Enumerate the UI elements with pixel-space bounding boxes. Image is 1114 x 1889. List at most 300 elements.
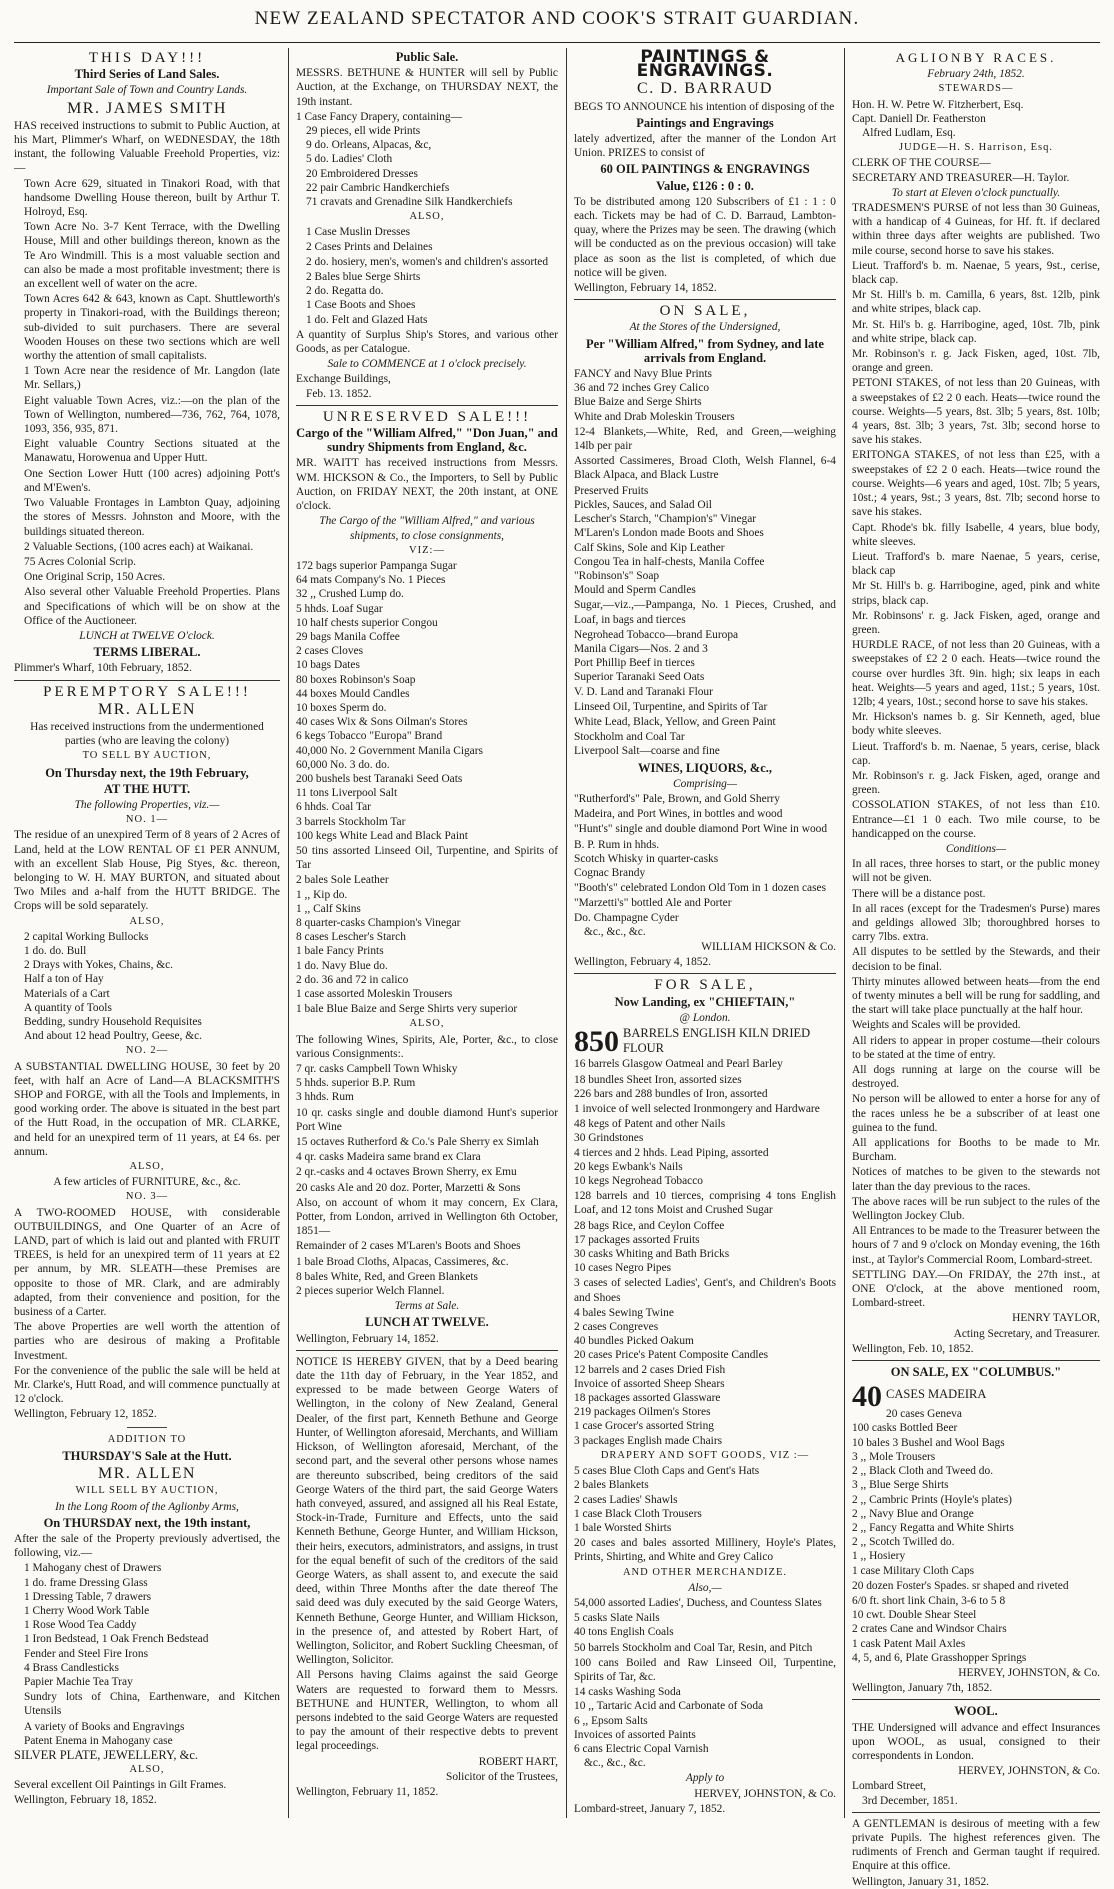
auctioneer-name: MR. ALLEN [98, 1465, 196, 1483]
race-entry: Mr. Robinson's r. g. Jack Fisken, aged, orange and green. [852, 769, 1100, 797]
ad-italic: Conditions— [945, 842, 1007, 855]
ad-line: 48 kegs of Patent and other Nails [574, 1118, 726, 1131]
ad-line: 4, 5, and 6, Plate Grasshopper Springs [852, 1651, 1027, 1664]
ad-line: 20 Embroidered Dresses [306, 167, 418, 180]
ad-line: 1 do. Navy Blue do. [296, 959, 388, 972]
race-entry: Mr St. Hill's b. g. Harribogine, aged, pink and white strips, black cap. [852, 580, 1100, 607]
sale-place: AT THE HUTT. [103, 781, 191, 796]
ad-date: February 24th, 1852. [927, 68, 1025, 81]
ad-line: 1 do. do. Bull [24, 944, 87, 957]
ad-line: 30 Grindstones [574, 1132, 644, 1145]
ad-line: 10 kegs Negrohead Tobacco [574, 1175, 703, 1188]
ad-header: THURSDAY'S Sale at the Hutt. [62, 1448, 232, 1463]
ad-line: FANCY and Navy Blue Prints [574, 368, 712, 381]
ad-divider [296, 405, 558, 406]
ad-line: 1 case assorted Moleskin Trousers [296, 988, 453, 1000]
prize-value: Value, £126 : 0 : 0. [656, 178, 754, 193]
ad-line: 3 barrels Stockholm Tar [296, 815, 406, 828]
signature: HERVEY, JOHNSTON, & Co. [694, 1787, 836, 1800]
lead-text: CASES MADEIRA [886, 1387, 987, 1402]
ad-line: 9 do. Orleans, Alpacas, &c, [306, 139, 432, 152]
ad-line: 1 bale Broad Cloths, Alpacas, Cassimeres, &c. [296, 1255, 509, 1268]
condition-line: Thirty minutes allowed between heats—from the end of twenty minutes a bell will be rung for saddling, and the start will take place punctually at the half hour. [852, 975, 1100, 1017]
ad-line: Half a ton of Hay [24, 973, 104, 986]
ad-line: Manila Cigars—Nos. 2 and 3 [574, 642, 708, 655]
ad-line: 1 do. frame Dressing Glass [24, 1576, 148, 1589]
ad-line: Preserved Fruits [574, 484, 649, 497]
ad-line: 1 Dressing Table, 7 drawers [24, 1590, 152, 1603]
aglionby-races-ad [852, 51, 1100, 1356]
signature: HERVEY, JOHNSTON, & Co. [958, 1765, 1100, 1778]
lot-body: A TWO-ROOMED HOUSE, with considerable OUTBUILDINGS, and One Quarter of an Acre of LAND, part of which is laid out and planted with FRUIT TREES, is held for an unexpired term of 11 years at £2 per annum, by MR. SLEATH—these Premises are opposite to those of MR. Clark, and are admirably adapted, from their convenience and position, for the business of a Carter. [14, 1206, 280, 1319]
ad-line: 44 boxes Mould Candles [296, 687, 410, 700]
ad-line: Eight valuable Country Sections situated at the Manawatu, Horowenua and Upper Hutt. [24, 438, 280, 465]
ad-italic: Apply to [685, 1772, 725, 1785]
ad-line: 20 cases and bales assorted Millinery, Hoyle's Plates, Prints, Shirting, and White and Grey Calico [574, 1537, 836, 1564]
ad-line: 1 do. Felt and Glazed Hats [306, 313, 428, 326]
ad-caps: VIZ:— [409, 544, 445, 556]
terms-notice: Terms at Sale. [394, 1300, 460, 1313]
ad-line: 1 Rose Wood Tea Caddy [24, 1619, 137, 1632]
ad-body: The following Wines, Spirits, Ale, Porter, &c., to close various Consignments:. [296, 1033, 558, 1060]
ad-line: 32 ,, Crushed Lump do. [296, 588, 404, 601]
ad-header: ON SALE, EX "COLUMBUS." [890, 1365, 1062, 1380]
ad-line: Also several other Valuable Freehold Properties. Plans and Specifications of which will be on show at the Office of the Auctioneer. [24, 586, 280, 627]
ad-body: Also, on account of whom it may concern, Ex Clara, Potter, from London, arrived in Wellington 6th October, 1851— [296, 1196, 558, 1238]
condition-line: There will be a distance post. [852, 887, 986, 900]
ad-caps: AND OTHER MERCHANDIZE. [622, 1566, 788, 1578]
column-divider [288, 48, 289, 1818]
ad-line: 6 ,, Epsom Salts [574, 1714, 648, 1727]
sale-date: On THURSDAY next, the 19th instant, [43, 1515, 251, 1530]
ad-line: 40,000 No. 2 Government Manila Cigars [296, 744, 483, 757]
ad-caps: ALSO, [129, 1161, 165, 1173]
condition-line: No person will be allowed to enter a horse for any of the races unless he be a subscriber of at least one guinea to the fund. [852, 1093, 1100, 1134]
ad-line: 6/0 ft. short link Chain, 3-6 to 5 8 [852, 1594, 1006, 1607]
ad-line: Town Acre No. 3-7 Kent Terrace, with the Dwelling House, Mill and other buildings thereon, known as the Te Aro Windmill. This is a most valuable section and can also be made a most profitable investment; there is an excellent well of water on the acre. [24, 221, 280, 291]
race-body: PETONI STAKES, of not less than 20 Guineas, with a sweepstakes of £2 2 0 each. Heats—twice round the course. Weights—5 years, 8st. 3lb; 5 years, 8st. 10lb; 4 years, 8st. 3lb; 3 years, 7st. 3lb; second horse to save his stakes. [852, 377, 1100, 447]
on-sale-stores-ad [574, 304, 836, 969]
lead-item [574, 1026, 836, 1056]
ad-header: WOOL. [954, 1704, 998, 1719]
legal-notice-ad [296, 1355, 558, 1799]
ad-caps: CLERK OF THE COURSE— [852, 157, 991, 170]
condition-line: All dogs running at large on the course will be destroyed. [852, 1064, 1100, 1091]
ad-header: ON SALE, [659, 303, 751, 320]
ad-line: 3 ,, Blue Serge Shirts [852, 1479, 949, 1492]
ad-body: THE Undersigned will advance and effect Insurances upon WOOL, as usual, consigned to their correspondents in London. [852, 1721, 1100, 1762]
column-3 [574, 48, 836, 1818]
ad-signoff: Feb. 13. 1852. [306, 387, 372, 400]
ad-subhead: WINES, LIQUORS, &c., [637, 760, 773, 775]
ad-italic: Sale to COMMENCE at 1 o'clock precisely. [327, 358, 527, 371]
ad-line: 50 barrels Stockholm and Coal Tar, Resin, and Pitch [574, 1641, 813, 1654]
ad-line: Lescher's Starch, "Champion's" Vinegar [574, 513, 757, 526]
ad-line: Cognac Brandy [574, 866, 646, 879]
ad-caps: DRAPERY AND SOFT GOODS, VIZ :— [600, 1449, 810, 1461]
ad-line: 10 cases Negro Pipes [574, 1262, 672, 1275]
ad-line: "Hunt's" single and double diamond Port Wine in wood [574, 823, 828, 836]
ad-line: 100 casks Bottled Beer [852, 1422, 958, 1435]
race-entry: Lieut. Trafford's b. m. Naenae, 5 years, cerise, black cap. [852, 740, 1100, 767]
ad-subhead: Now Landing, ex "CHIEFTAIN," [614, 994, 796, 1009]
ad-line: 36 and 72 inches Grey Calico [574, 382, 710, 395]
ad-line: 8 cases Lescher's Starch [296, 931, 406, 944]
ad-line: 28 bags Rice, and Ceylon Coffee [574, 1219, 725, 1232]
ad-line: 2 capital Working Bullocks [24, 930, 149, 943]
signature: HENRY TAYLOR, [1012, 1312, 1100, 1325]
ad-line: Liverpool Salt—coarse and fine [574, 745, 720, 758]
ad-header: FOR SALE, [654, 977, 756, 994]
ad-line: 1 bale Blue Baize and Serge Shirts very superior [296, 1003, 518, 1016]
ad-signoff: Wellington, February 14, 1852. [296, 1332, 439, 1345]
ad-header: PAINTINGS & ENGRAVINGS. [636, 47, 774, 82]
ad-line: Calf Skins, Sole and Kip Leather [574, 541, 725, 554]
ad-line: 3 packages English made Chairs [574, 1434, 723, 1447]
ad-line: White Lead, Black, Yellow, and Green Paint [574, 715, 776, 728]
ad-line: 1 ,, Kip do. [296, 888, 348, 901]
unreserved-sale-ad [296, 410, 558, 1346]
ad-line: 8 bales White, Red, and Green Blankets [296, 1270, 478, 1283]
ad-divider [14, 680, 280, 681]
ad-line: 3 cases of selected Ladies', Gent's, and Children's Boots and Shoes [574, 1277, 836, 1304]
condition-line: Notices of matches to be given to the stewards not later than the day previous to the races. [852, 1166, 1100, 1193]
ad-italic: Comprising— [673, 777, 737, 790]
ad-line: 4 qr. casks Madeira same brand ex Clara [296, 1151, 481, 1164]
condition-line: All applications for Booths to be made to Mr. Burcham. [852, 1137, 1100, 1164]
race-body: HURDLE RACE, of not less than 20 Guineas, with a sweepstakes of £2 2 0 each. Heats—twice round the course over hurdles 3ft. 9in. high; six leaps in each heat. Weights—5 years and aged, 11st.; 5 years, 10st. 12lb; 4 years, 10st.; second horse to save his stakes. [852, 639, 1100, 708]
ad-line: 4 tierces and 2 hhds. Lead Piping, assorted [574, 1146, 769, 1159]
ad-divider [296, 1350, 558, 1351]
ad-line: 2 bales Blankets [574, 1479, 649, 1492]
ad-body: For the convenience of the public the sale will be held at Mr. Clarke's, Hutt Road, and will commence punctually at 12 o'clock. [14, 1364, 280, 1406]
ad-body: Remainder of 2 cases M'Laren's Boots and Shoes [296, 1240, 521, 1253]
ad-line: 11 tons Liverpool Salt [296, 787, 398, 800]
ad-line: One Section Lower Hutt (100 acres) adjoining Pott's and M'Ewen's. [24, 467, 280, 494]
ad-line: Sundry lots of China, Earthenware, and Kitchen Utensils [24, 1691, 280, 1718]
ad-body: MR. WAITT has received instructions from Messrs. WM. HICKSON & Co., the Importers, to Sell by Public Auction, on FRIDAY NEXT, the 20th instant, at ONE o'clock. [296, 457, 558, 513]
signature: Solicitor of the Trustees, [445, 1770, 558, 1783]
ad-line: "Marzetti's" bottled Ale and Porter [574, 897, 732, 910]
ad-line: &c., &c., &c. [584, 925, 646, 938]
ad-line: 2 cases Congreves [574, 1321, 659, 1334]
ad-subhead: Cargo of the "William Alfred," "Don Juan," and sundry Shipments from England, &c. [296, 426, 558, 455]
hutt-sale-addition-ad [14, 1433, 280, 1807]
condition-line: In all races, three horses to start, or the public money will not be given. [852, 858, 1100, 885]
ad-line: B. P. Rum in hhds. [574, 838, 660, 851]
ad-line: 40 tons English Coals [574, 1626, 674, 1639]
ad-caps: ALSO, [409, 211, 445, 223]
ad-line: 2 do. hosiery, men's, women's and children's assorted [306, 255, 549, 268]
ad-line: SILVER PLATE, JEWELLERY, &c. [14, 1747, 199, 1762]
ad-line: 16 barrels Glasgow Oatmeal and Pearl Barley [574, 1058, 783, 1071]
ad-line: 20 cases Geneva [886, 1408, 962, 1421]
ad-line: 1 ,, Hosiery [852, 1550, 906, 1563]
ad-signoff: Wellington, February 12, 1852. [14, 1408, 157, 1421]
ad-line: 6 cans Electric Copal Varnish [574, 1742, 709, 1755]
ad-line: 12 barrels and 2 cases Dried Fish [574, 1363, 726, 1376]
ad-line: 75 Acres Colonial Scrip. [24, 555, 136, 568]
ad-body: To be distributed among 120 Subscribers of £1 : 1 : 0 each. Tickets may be had of C. D. Barraud, Lambton-quay, where the Prizes may be seen. The drawing (which will be conducted as on the previous occasion) will take place as soon as the list is completed, of which due notice will be given. [574, 195, 836, 279]
ad-line: 64 mats Company's No. 1 Pieces [296, 574, 446, 587]
race-entry: Lieut. Trafford's b. m. Naenae, 5 years, 9st., cerise, black cap. [852, 259, 1100, 287]
ad-caps: ADDITION TO [107, 1433, 187, 1445]
ad-line: 10 ,, Tartaric Acid and Carbonate of Soda [574, 1700, 764, 1713]
ad-line: Congou Tea in half-chests, Manila Coffee [574, 555, 765, 568]
ad-caps: STEWARDS— [938, 83, 1014, 95]
ad-line: 100 kegs White Lead and Black Paint [296, 829, 468, 842]
ad-body: All Persons having Claims against the said George Waters are requested to forward them to Messrs. BETHUNE and HUNTER, Wellington, to whom all persons indebted to the said George Waters are requested to pay the amount of their respective debts to prevent legal proceedings. [296, 1669, 558, 1753]
ad-divider [127, 1427, 167, 1428]
race-entry: Lieut. Trafford's b. mare Naenae, 5 years, cerise, black cap [852, 550, 1100, 578]
ad-caps: ALSO, [409, 1018, 445, 1030]
ad-line: Stockholm and Coal Tar [574, 731, 685, 744]
ad-italic: @ London. [679, 1011, 731, 1024]
top-rule [14, 42, 1100, 43]
ad-line: Invoices of assorted Paints [574, 1728, 696, 1741]
ad-line: 1 bale Worsted Shirts [574, 1521, 672, 1534]
column-2 [296, 48, 558, 1818]
ad-line: 226 bars and 288 bundles of Iron, assorted [574, 1087, 768, 1100]
ad-line: 200 bushels best Taranaki Seed Oats [296, 772, 463, 785]
public-sale-ad [296, 50, 558, 401]
ad-line: 20 casks Ale and 20 doz. Porter, Marzetti & Sons [296, 1181, 521, 1194]
ad-signoff: Exchange Buildings, [296, 373, 391, 386]
ad-line: 1 ,, Calf Skins [296, 902, 361, 915]
ad-line: Port Phillip Beef in tierces [574, 657, 695, 670]
for-sale-chieftain-ad [574, 978, 836, 1816]
ad-line: 2 ,, Navy Blue and Orange [852, 1507, 974, 1520]
column-divider [566, 48, 567, 1818]
ad-body: The above Properties are well worth the attention of parties who are desirous of making a Profitable Investment. [14, 1321, 280, 1362]
ad-subhead: Paintings and Engravings [636, 115, 774, 130]
ad-line: 20 dozen Foster's Spades. sr shaped and riveted [852, 1579, 1069, 1592]
ad-body: A GENTLEMAN is desirous of meeting with a few private Pupils. The highest references given. The rudiments of French and German taught if required. Enquire at this office. [852, 1817, 1100, 1873]
ad-line: Pickles, Sauces, and Salad Oil [574, 498, 712, 511]
ad-line: 5 casks Slate Nails [574, 1612, 660, 1625]
ad-caps: ALSO, [129, 1764, 165, 1776]
ad-caps: JUDGE—H. S. Harrison, Esq. [898, 142, 1054, 154]
ad-line: 2 qr.-casks and 4 octaves Brown Sherry, ex Emu [296, 1166, 517, 1179]
ad-body: MESSRS. BETHUNE & HUNTER will sell by Public Auction, at the Exchange, on THURSDAY NEXT, the 19th instant. [296, 67, 558, 108]
ad-line: 5 cases Blue Cloth Caps and Gent's Hats [574, 1465, 760, 1478]
ad-line: Capt. Daniell Dr. Featherston [852, 112, 986, 125]
ad-line: 10 qr. casks single and double diamond Hunt's superior Port Wine [296, 1106, 558, 1133]
ad-line: Do. Champagne Cyder [574, 911, 679, 924]
race-entry: Mr. St. Hil's b. g. Harribogine, aged, 10st. 7lb, pink and white stripe, black cap. [852, 318, 1100, 345]
ad-signoff: Wellington, February 14, 1852. [574, 282, 717, 295]
ad-line: Negrohead Tobacco—brand Europa [574, 628, 739, 641]
ad-line: 29 bags Manila Coffee [296, 630, 400, 643]
condition-line: All Entrances to be made to the Treasurer between the hours of 7 and 9 o'clock on Monday evening, the 16th inst., at Taylor's Commercial Room, Lombard-street. [852, 1225, 1100, 1266]
ad-line: 8 quarter-casks Champion's Vinegar [296, 916, 461, 929]
ad-divider [852, 1360, 1100, 1361]
race-entry: Mr. Robinson's r. g. Jack Fisken, aged, 10st. 7lb, orange and green. [852, 348, 1100, 375]
ad-line: 2 Valuable Sections, (100 acres each) at Waikanai. [24, 540, 254, 553]
ad-line: 1 Mahogany chest of Drawers [24, 1562, 162, 1575]
ad-header: THIS DAY!!! [88, 50, 206, 66]
ad-caps: WILL SELL BY AUCTION, [75, 1485, 219, 1497]
ad-line: 7 qr. casks Campbell Town Whisky [296, 1063, 458, 1076]
ad-line: 2 ,, Cambric Prints (Hoyle's plates) [852, 1493, 1012, 1506]
ad-header: PEREMPTORY SALE!!! [43, 683, 251, 700]
signature: ROBERT HART, [478, 1755, 558, 1768]
land-sales-ad [14, 51, 280, 676]
ad-divider [574, 299, 836, 300]
ad-line: Two Valuable Frontages in Lambton Quay, adjoining the stores of Messrs. Johnston and Moore, with the buildings situated thereon. [24, 497, 280, 538]
ad-italic: Also,— [688, 1581, 722, 1594]
ad-line: 40 bundles Picked Oakum [574, 1335, 694, 1348]
ad-line: 15 octaves Rutherford & Co.'s Pale Sherry ex Simlah [296, 1136, 539, 1149]
ad-signoff: Wellington, January 7th, 1852. [852, 1682, 993, 1695]
ad-italic: The following Properties, viz.— [74, 798, 220, 811]
ad-line: 18 packages assorted Glassware [574, 1392, 721, 1405]
advertiser-name: C. D. BARRAUD [637, 80, 773, 98]
ad-line: 12-4 Blankets,—White, Red, and Green,—weighing 14lb per pair [574, 425, 836, 453]
ad-caps: SECRETARY AND TREASURER—H. Taylor. [852, 171, 1070, 184]
ad-line: 100 cans Boiled and Raw Linseed Oil, Turpentine, Spirits of Tar, &c. [574, 1656, 836, 1683]
ad-line: And about 12 head Poultry, Geese, &c. [24, 1030, 202, 1043]
ad-line: Patent Enema in Mahogany case [24, 1734, 173, 1747]
ad-body: Has received instructions from the undermentioned parties (who are leaving the colony) [30, 720, 264, 748]
ad-line: 22 pair Cambric Handkerchiefs [306, 181, 450, 194]
ad-line: 29 pieces, ell wide Prints [306, 125, 421, 138]
ad-line: 2 bales Sole Leather [296, 874, 389, 887]
ad-line: 30 casks Whiting and Bath Bricks [574, 1248, 730, 1261]
ad-line: &c., &c., &c. [584, 1757, 646, 1770]
ad-caps: TO SELL BY AUCTION, [82, 750, 212, 762]
ad-line: 3 ,, Mole Trousers [852, 1450, 936, 1463]
ad-line: Alfred Ludlam, Esq. [862, 127, 956, 140]
ad-line: One Original Scrip, 150 Acres. [24, 571, 166, 584]
ad-line: Invoice of assorted Sheep Shears [574, 1377, 725, 1390]
ad-line: 1 Case Muslin Dresses [306, 226, 411, 239]
ad-subhead: Third Series of Land Sales. [74, 67, 220, 82]
race-body: ERITONGA STAKES, of not less than £25, with a sweepstakes of £2 2 0 each. Heats—twice round the course. Weights—6 years and aged, 10st. 7lb; 5 years, 10st.; 4 years, 9st.; 3 years, 8st. 7lb; second horse to save his stakes. [852, 449, 1100, 519]
ad-divider [574, 973, 836, 974]
ad-body: After the sale of the Property previously advertised, the following, viz.— [14, 1532, 280, 1560]
ad-line: 10 boxes Sperm do. [296, 701, 387, 714]
ad-signoff: Plimmer's Wharf, 10th February, 1852. [14, 662, 192, 675]
ad-line: White and Drab Moleskin Trousers [574, 410, 735, 423]
ad-signoff: Lombard-street, January 7, 1852. [574, 1802, 726, 1815]
ad-body: BEGS TO ANNOUNCE his intention of disposing of the [574, 100, 835, 113]
ad-address: 3rd December, 1851. [862, 1794, 958, 1807]
ad-line: Sugar,—viz.,—Pampanga, No. 1 Pieces, Crushed, and Loaf, in bags and tierces [574, 599, 836, 626]
ad-line: 128 barrels and 10 tierces, comprising 4 tons English Loaf, and 12 tons Moist and Crushed Sugar [574, 1190, 836, 1217]
ad-header: AGLIONBY RACES. [895, 50, 1057, 65]
ad-line: Bedding, sundry Household Requisites [24, 1016, 202, 1028]
ad-line: Several excellent Oil Paintings in Gilt Frames. [14, 1779, 227, 1792]
ad-line: 80 boxes Robinson's Soap [296, 673, 416, 686]
ad-line: Madeira, and Port Wines, in bottles and wood [574, 808, 783, 821]
ad-line: 2 ,, Scotch Twilled do. [852, 1536, 955, 1549]
lead-item [852, 1380, 1100, 1414]
ad-line: 2 cases Cloves [296, 645, 364, 658]
signature: Acting Secretary, and Treasurer. [953, 1327, 1100, 1340]
lot-body: A SUBSTANTIAL DWELLING HOUSE, 30 feet by 20 feet, with half an Acre of Land—A BLACKSMITH'S SHOP and FORGE, with all the Tools and Implements, in good working order. The above is situated in the best part of the Hutt Road, in the occupation of MR. CLARKE, and held for an unexpired term of 11 years, at £4 6s. per annum. [14, 1060, 280, 1158]
ad-line: 2 Cases Prints and Delaines [306, 240, 433, 253]
ad-line: Superior Taranaki Seed Oats [574, 671, 705, 684]
ad-line: 4 Brass Candlesticks [24, 1661, 119, 1674]
column-divider [844, 48, 845, 1818]
ad-line: 60,000 No. 3 do. do. [296, 758, 390, 771]
settling-day: SETTLING DAY.—On FRIDAY, the 27th inst., at ONE O'clock, at the above mentioned room, Lombard-street. [852, 1268, 1100, 1310]
ad-line: 1 bale Fancy Prints [296, 945, 384, 958]
sale-date: On Thursday next, the 19th February, [45, 765, 249, 780]
ad-line: 2 cases Ladies' Shawls [574, 1493, 678, 1506]
auctioneer-name: MR. ALLEN [98, 700, 196, 718]
ad-line: 5 do. Ladies' Cloth [306, 153, 393, 166]
race-entry: Mr St. Hill's b. m. Camilla, 6 years, 8st. 12lb, pink and white stripes, black cap. [852, 289, 1100, 316]
ad-line: Scotch Whisky in quarter-casks [574, 852, 719, 865]
ad-line: 219 packages Oilmen's Stores [574, 1406, 711, 1419]
condition-line: All riders to appear in proper costume—their colours to be stated at the time of entry. [852, 1034, 1100, 1061]
ad-line: Mould and Sperm Candles [574, 584, 696, 597]
ad-italic: The Cargo of the "William Alfred," and various shipments, to close consignments, [319, 515, 535, 542]
ad-line: 10 bags Dates [296, 659, 360, 672]
ad-line: 1 cask Patent Mail Axles [852, 1637, 966, 1650]
ad-line: 10 half chests superior Congou [296, 616, 438, 629]
ad-italic: At the Stores of the Undersigned, [629, 321, 781, 334]
auctioneer-name: MR. JAMES SMITH [67, 99, 227, 117]
ad-line: 2 pieces superior Welch Flannel. [296, 1285, 445, 1298]
race-body: COSSOLATION STAKES, of not less than £10. Entrance—£1 1 0 each. Two mile course, to be handicapped on the course. [852, 799, 1100, 840]
lead-quantity: 850 [574, 1025, 619, 1058]
condition-line: Weights and Scales will be provided. [852, 1019, 1021, 1032]
ad-header: Public Sale. [395, 50, 459, 64]
ad-line: "Rutherford's" Pale, Brown, and Gold Sherry [574, 792, 780, 805]
ad-line: "Booth's" celebrated London Old Tom in 1 dozen cases [574, 882, 827, 895]
race-entry: Capt. Rhode's bk. filly Isabelle, 4 years, blue body, white sleeves. [852, 521, 1100, 548]
ad-line: 40 cases Wix & Sons Oilman's Stores [296, 716, 468, 729]
ad-line: 1 Case Boots and Shoes [306, 299, 416, 312]
ad-line: 50 tins assorted Linseed Oil, Turpentine, and Spirits of Tar [296, 844, 558, 872]
terms-notice: TERMS LIBERAL. [93, 645, 201, 660]
ad-header: UNRESERVED SALE!!! [322, 408, 532, 425]
lot-number: NO. 3— [125, 1191, 169, 1203]
ad-line: Assorted Cassimeres, Broad Cloth, Welsh Flannel, 6-4 Black Alpaca, and Black Lustre [574, 455, 836, 482]
ad-line: 2 crates Cane and Windsor Chairs [852, 1623, 1007, 1636]
ad-line: 20 cases Price's Patent Composite Candles [574, 1349, 769, 1362]
ad-signoff: Wellington, February 11, 1852. [296, 1785, 439, 1798]
ad-line: 18 bundles Sheet Iron, assorted sizes [574, 1073, 742, 1086]
lot-number: NO. 2— [125, 1045, 169, 1057]
ad-line: 1 Iron Bedstead, 1 Oak French Bedstead [24, 1633, 209, 1646]
lead-text: BARRELS ENGLISH KILN DRIED FLOUR [623, 1026, 811, 1056]
ad-body: lately advertized, after the manner of the London Art Union. PRIZES to consist of [574, 133, 836, 160]
column-4 [852, 48, 1100, 1888]
ad-line: "Robinson's" Soap [574, 569, 660, 582]
lot-body: The residue of an unexpired Term of 8 years of 2 Acres of Land, held at the LOW RENTAL OF £1 PER ANNUM, with an excellent Slab House, Pig Styes, &c. thereon, belonging to W. H. MAY BURTON, and situated about Two Miles and a-half from the HUTT BRIDGE. The Crops will be sold separately. [14, 829, 280, 913]
sale-place: In the Long Room of the Aglionby Arms, [55, 1500, 239, 1513]
ad-line: 5 hhds. superior B.P. Rum [296, 1077, 416, 1090]
ad-line: 54,000 assorted Ladies', Duchess, and Countess Slates [574, 1596, 822, 1609]
signature: HERVEY, JOHNSTON, & Co. [958, 1666, 1100, 1679]
ad-line: 1 case Grocer's assorted String [574, 1420, 714, 1433]
ad-line: A quantity of Tools [24, 1001, 112, 1014]
paintings-engravings-ad [574, 47, 836, 295]
ad-signoff: Wellington, February 18, 1852. [14, 1793, 157, 1806]
ad-italic: Important Sale of Town and Country Lands. [46, 84, 248, 97]
ad-line: 1 Cherry Wood Work Table [24, 1604, 150, 1617]
ad-line: 6 kegs Tobacco "Europa" Brand [296, 730, 443, 743]
lunch-notice: LUNCH at TWELVE O'clock. [79, 629, 215, 642]
ad-line: 1 case Military Cloth Caps [852, 1564, 975, 1577]
ad-line: M'Laren's London made Boots and Shoes [574, 527, 764, 540]
ad-line: 10 cwt. Double Shear Steel [852, 1609, 977, 1622]
ad-line: 1 Town Acre near the residence of Mr. Langdon (late Mr. Sellars,) [24, 365, 280, 392]
